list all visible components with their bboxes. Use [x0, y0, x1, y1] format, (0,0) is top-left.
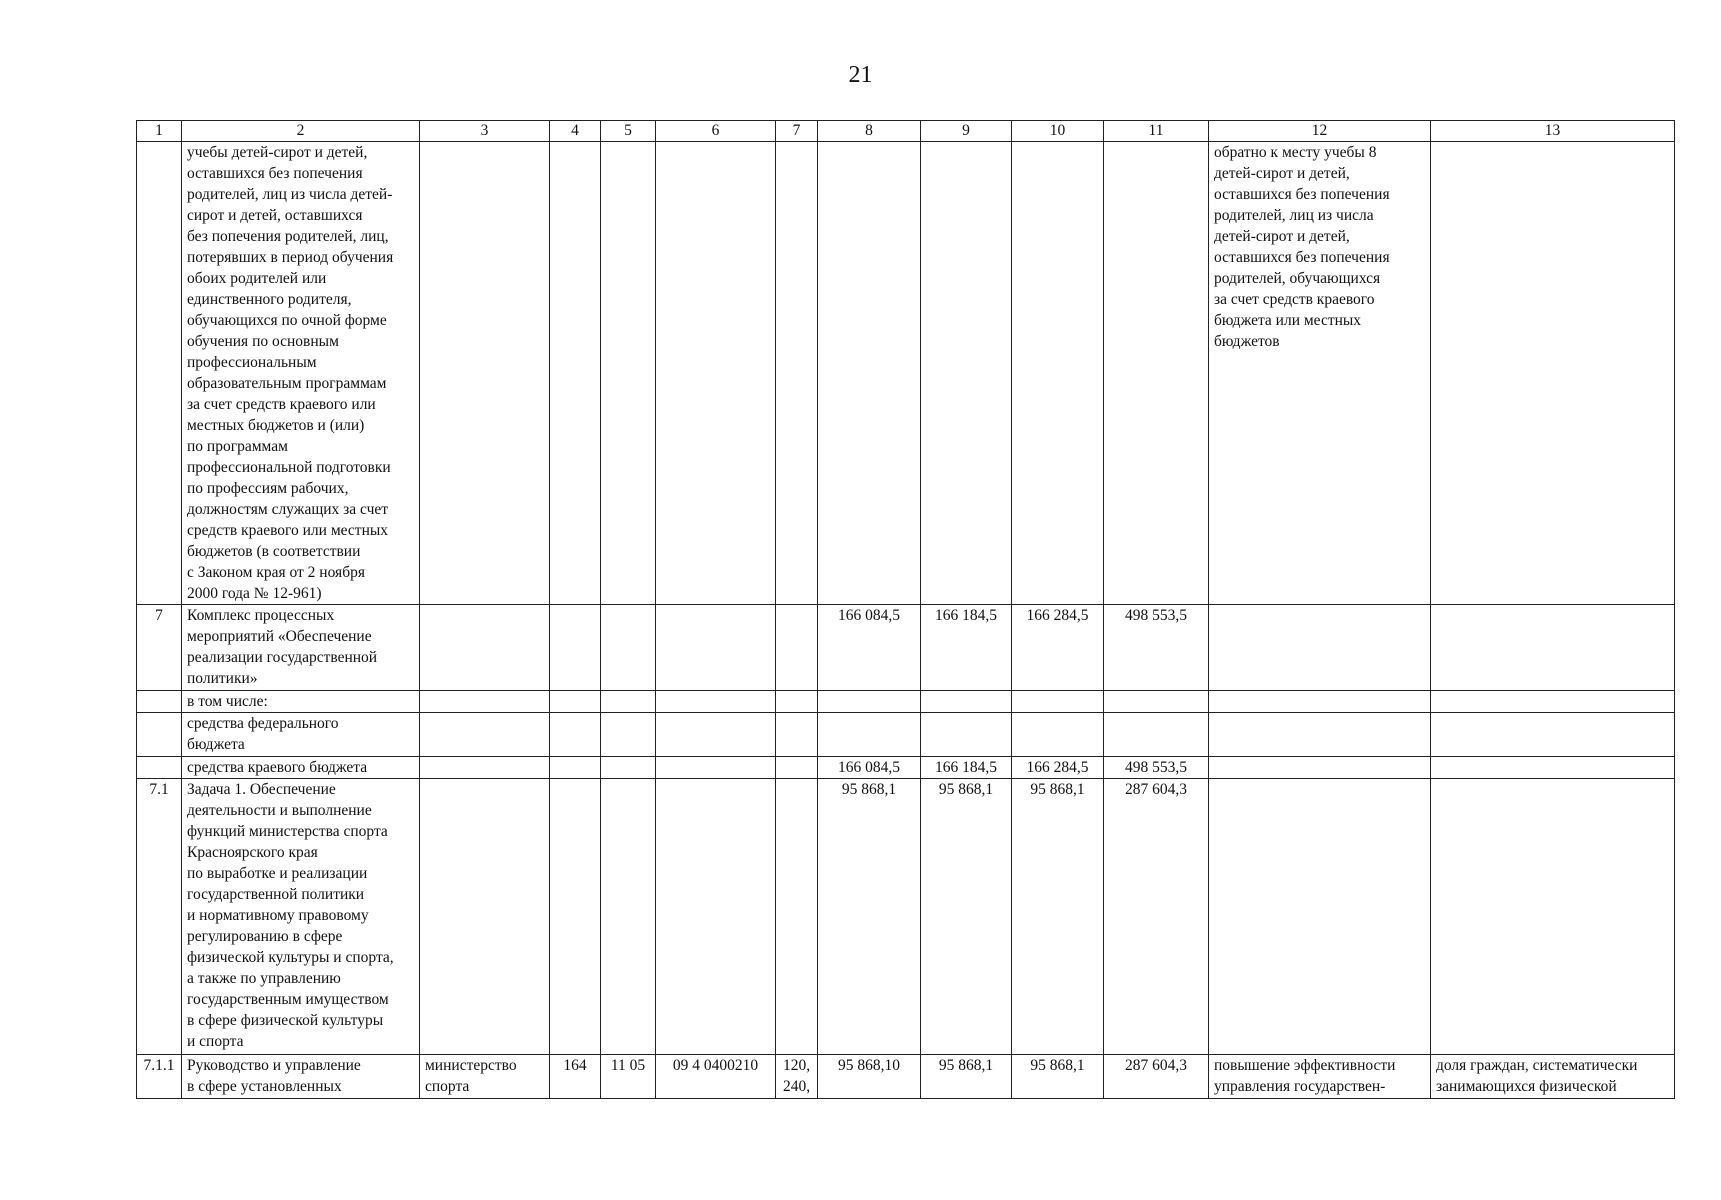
- row-number-cell: 7.1.1: [137, 1055, 182, 1099]
- amount-year1-cell: 166 084,5: [818, 605, 921, 691]
- rzpr-cell: [601, 779, 656, 1055]
- rzpr-cell: [601, 757, 656, 779]
- amount-total-cell: 498 553,5: [1104, 757, 1209, 779]
- table-row: [137, 691, 1675, 713]
- indicator-cell: [1431, 757, 1675, 779]
- table-row: [137, 713, 1675, 757]
- indicator-cell: [1431, 779, 1675, 1055]
- column-header: 12: [1209, 121, 1431, 142]
- executor-cell: [420, 691, 550, 713]
- vr-cell: [776, 713, 818, 757]
- vr-cell: 120, 240,: [776, 1055, 818, 1099]
- csr-cell: [656, 713, 776, 757]
- column-header: 6: [656, 121, 776, 142]
- vr-cell: [776, 142, 818, 605]
- row-number-cell: [137, 142, 182, 605]
- amount-year2-cell: [921, 142, 1012, 605]
- csr-cell: [656, 605, 776, 691]
- amount-year1-cell: 166 084,5: [818, 757, 921, 779]
- description-cell: Задача 1. Обеспечение деятельности и выполнение функций министерства спорта Красноярского края по выработке и реализации государственной политики и нормативному правовому регулированию в сфере физической культуры и спорта, а также по управлению государственным имуществом в сфере физической культуры и спорта: [182, 779, 420, 1055]
- executor-cell: [420, 142, 550, 605]
- executor-cell: [420, 605, 550, 691]
- description-cell: Комплекс процессных мероприятий «Обеспечение реализации государственной политики»: [182, 605, 420, 691]
- indicator-cell: доля граждан, систематически занимающихся физической: [1431, 1055, 1675, 1099]
- description-cell: учебы детей-сирот и детей, оставшихся без попечения родителей, лиц из числа детей- сирот и детей, оставшихся без попечения родителей, лиц, потерявших в период обучения обоих родителей или единственного родителя, обучающихся по очной форме обучения по основным профессиональным образовательным программам за счет средств краевого или местных бюджетов и (или) по программам профессиональной подготовки по профессиям рабочих, должностям служащих за счет средств краевого или местных бюджетов (в соответствии с Законом края от 2 ноября 2000 года № 12-961): [182, 142, 420, 605]
- indicator-cell: [1431, 605, 1675, 691]
- csr-cell: [656, 779, 776, 1055]
- amount-year3-cell: 95 868,1: [1012, 1055, 1104, 1099]
- column-header: 2: [182, 121, 420, 142]
- expected-result-cell: [1209, 779, 1431, 1055]
- grbs-cell: [550, 142, 601, 605]
- indicator-cell: [1431, 142, 1675, 605]
- amount-total-cell: [1104, 713, 1209, 757]
- amount-year3-cell: 166 284,5: [1012, 605, 1104, 691]
- amount-total-cell: 287 604,3: [1104, 1055, 1209, 1099]
- row-number-cell: 7.1: [137, 779, 182, 1055]
- csr-cell: 09 4 0400210: [656, 1055, 776, 1099]
- column-header: 9: [921, 121, 1012, 142]
- column-header: 1: [137, 121, 182, 142]
- table-row: [137, 1055, 1675, 1099]
- column-header: 11: [1104, 121, 1209, 142]
- executor-cell: [420, 779, 550, 1055]
- amount-total-cell: [1104, 691, 1209, 713]
- amount-total-cell: [1104, 142, 1209, 605]
- amount-year2-cell: 166 184,5: [921, 757, 1012, 779]
- executor-cell: министерство спорта: [420, 1055, 550, 1099]
- column-header: 5: [601, 121, 656, 142]
- column-header: 8: [818, 121, 921, 142]
- amount-year1-cell: 95 868,1: [818, 779, 921, 1055]
- budget-table: [136, 120, 1675, 1099]
- expected-result-cell: [1209, 605, 1431, 691]
- grbs-cell: [550, 757, 601, 779]
- expected-result-cell: [1209, 757, 1431, 779]
- amount-year2-cell: 95 868,1: [921, 1055, 1012, 1099]
- table-row: [137, 142, 1675, 605]
- description-cell: средства федерального бюджета: [182, 713, 420, 757]
- grbs-cell: [550, 605, 601, 691]
- expected-result-cell: обратно к месту учебы 8 детей-сирот и детей, оставшихся без попечения родителей, лиц из числа детей-сирот и детей, оставшихся без попечения родителей, обучающихся за счет средств краевого бюджета или местных бюджетов: [1209, 142, 1431, 605]
- amount-total-cell: 498 553,5: [1104, 605, 1209, 691]
- amount-year1-cell: [818, 713, 921, 757]
- vr-cell: [776, 605, 818, 691]
- amount-year2-cell: 95 868,1: [921, 779, 1012, 1055]
- rzpr-cell: [601, 691, 656, 713]
- table-row: [137, 779, 1675, 1055]
- amount-year3-cell: 95 868,1: [1012, 779, 1104, 1055]
- expected-result-cell: повышение эффективности управления государствен-: [1209, 1055, 1431, 1099]
- row-number-cell: [137, 713, 182, 757]
- amount-year1-cell: [818, 142, 921, 605]
- grbs-cell: [550, 691, 601, 713]
- csr-cell: [656, 757, 776, 779]
- vr-cell: [776, 757, 818, 779]
- rzpr-cell: [601, 142, 656, 605]
- expected-result-cell: [1209, 691, 1431, 713]
- amount-year3-cell: 166 284,5: [1012, 757, 1104, 779]
- column-header: 4: [550, 121, 601, 142]
- vr-cell: [776, 779, 818, 1055]
- rzpr-cell: [601, 713, 656, 757]
- csr-cell: [656, 691, 776, 713]
- description-cell: средства краевого бюджета: [182, 757, 420, 779]
- row-number-cell: 7: [137, 605, 182, 691]
- grbs-cell: [550, 713, 601, 757]
- vr-cell: [776, 691, 818, 713]
- amount-year1-cell: 95 868,10: [818, 1055, 921, 1099]
- description-cell: в том числе:: [182, 691, 420, 713]
- column-header: 3: [420, 121, 550, 142]
- amount-year3-cell: [1012, 142, 1104, 605]
- description-cell: Руководство и управление в сфере установленных: [182, 1055, 420, 1099]
- amount-year2-cell: 166 184,5: [921, 605, 1012, 691]
- amount-year2-cell: [921, 713, 1012, 757]
- amount-year3-cell: [1012, 713, 1104, 757]
- expected-result-cell: [1209, 713, 1431, 757]
- column-header: 13: [1431, 121, 1675, 142]
- rzpr-cell: 11 05: [601, 1055, 656, 1099]
- row-number-cell: [137, 691, 182, 713]
- column-number-row: [137, 121, 1675, 142]
- amount-year2-cell: [921, 691, 1012, 713]
- indicator-cell: [1431, 713, 1675, 757]
- grbs-cell: 164: [550, 1055, 601, 1099]
- csr-cell: [656, 142, 776, 605]
- table-row: [137, 757, 1675, 779]
- executor-cell: [420, 713, 550, 757]
- column-header: 7: [776, 121, 818, 142]
- amount-year1-cell: [818, 691, 921, 713]
- rzpr-cell: [601, 605, 656, 691]
- table-row: [137, 605, 1675, 691]
- executor-cell: [420, 757, 550, 779]
- amount-year3-cell: [1012, 691, 1104, 713]
- page-number: 21: [848, 62, 873, 88]
- amount-total-cell: 287 604,3: [1104, 779, 1209, 1055]
- row-number-cell: [137, 757, 182, 779]
- indicator-cell: [1431, 691, 1675, 713]
- grbs-cell: [550, 779, 601, 1055]
- column-header: 10: [1012, 121, 1104, 142]
